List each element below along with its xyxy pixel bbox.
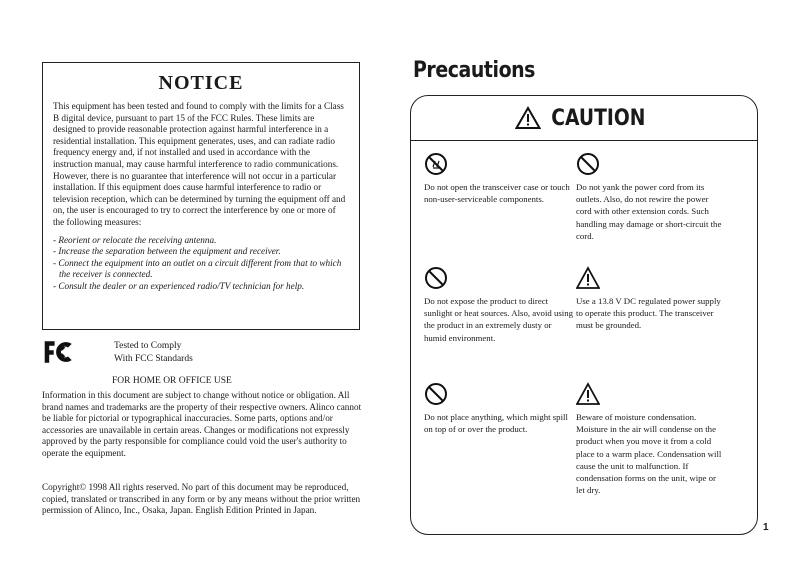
measure-item: - Connect the equipment into an outlet on a circuit different from that to which the receiver is connected. xyxy=(53,257,342,280)
notice-body: This equipment has been tested and found to comply with the limits for a Class B digital device, pursuant to part 15 of the FCC Rules. These limits are designed to provide reasonable protection against harmful interference in a residential installation. This equipment generates, uses, and can radiate radio frequency energy and, if not installed and used in accordance with the instruction manual, may cause harmful interference to radio communications. However, there is no guarantee that interference will not occur in a particular installation. If this equipment does cause harmful interference to radio or television reception, which can be determined by turning the equipment off and on, the user is encouraged to try to correct the interference by one or more of the following measures: xyxy=(53,101,346,227)
precaution-item xyxy=(424,152,574,205)
measures-list xyxy=(53,235,349,293)
precaution-item xyxy=(424,266,574,344)
notice-title: NOTICE xyxy=(158,72,244,94)
prohibited-icon xyxy=(576,152,600,176)
caution-label: CAUTION xyxy=(550,105,646,131)
warning-triangle-icon xyxy=(576,266,600,290)
precaution-item xyxy=(424,382,574,435)
prohibited-icon xyxy=(424,382,448,406)
copyright-paragraph: Copyright© 1998 All rights reserved. No part of this document may be reproduced, copied, translated or transcribed in any form or by any means without the prior written permission of Alinco, Inc., Osaka, Japan. English Edition Printed in Japan. xyxy=(42,482,361,516)
precaution-text: Use a 13.8 V DC regulated power supply to operate this product. The transceiver must be grounded. xyxy=(576,296,721,331)
caution-header xyxy=(411,96,757,141)
fcc-compliance xyxy=(42,338,362,372)
precaution-text: Do not place anything, which might spill on top of or over the product. xyxy=(424,412,568,435)
precaution-text: Beware of moisture condensation. Moisture in the air will condense on the product when you move it from a cold place to a warm place. Condensation will cause the unit to malfunction. If condensation forms on the unit, wipe or let dry. xyxy=(576,412,722,496)
measure-item: - Reorient or relocate the receiving antenna. xyxy=(53,234,217,245)
info-paragraph: Information in this document are subject to change without notice or obligation. All brand names and trademarks are the property of their respective owners. Alinco cannot be liable for pictorial or typographical inaccuracies. Some parts, options and/or accessories are unavailable in certain areas. Changes or modifications not expressly approved by the party responsible for compliance could void the user's authority to operate the equipment. xyxy=(42,390,362,458)
warning-triangle-icon xyxy=(515,106,541,130)
precautions-title: Precautions xyxy=(413,58,536,83)
warning-triangle-icon xyxy=(576,382,600,406)
measure-item: - Increase the separation between the equipment and receiver. xyxy=(53,246,281,257)
precaution-item xyxy=(576,382,726,496)
precaution-item xyxy=(576,152,726,242)
precaution-text: Do not expose the product to direct sunlight or heat sources. Also, avoid using the product in an extremely dusty or humid environment. xyxy=(424,296,574,343)
home-office-use: FOR HOME OR OFFICE USE xyxy=(112,376,232,386)
fcc-line2: With FCC Standards xyxy=(114,354,193,364)
no-disassemble-icon xyxy=(424,152,448,176)
precaution-text: Do not open the transceiver case or touch non-user-serviceable components. xyxy=(424,182,570,205)
precaution-item xyxy=(576,266,726,332)
fcc-text xyxy=(114,340,193,366)
page-number: 1 xyxy=(763,522,769,533)
precaution-text: Do not yank the power cord from its outlets. Also, do not rewire the power cord with other extension cords. Such handling may damage or short-circuit the cord. xyxy=(576,182,722,241)
notice-box xyxy=(42,62,360,330)
prohibited-icon xyxy=(424,266,448,290)
measure-item: - Consult the dealer or an experienced radio/TV technician for help. xyxy=(53,280,305,291)
fcc-line1: Tested to Comply xyxy=(114,341,182,351)
fcc-logo-icon xyxy=(42,338,78,366)
